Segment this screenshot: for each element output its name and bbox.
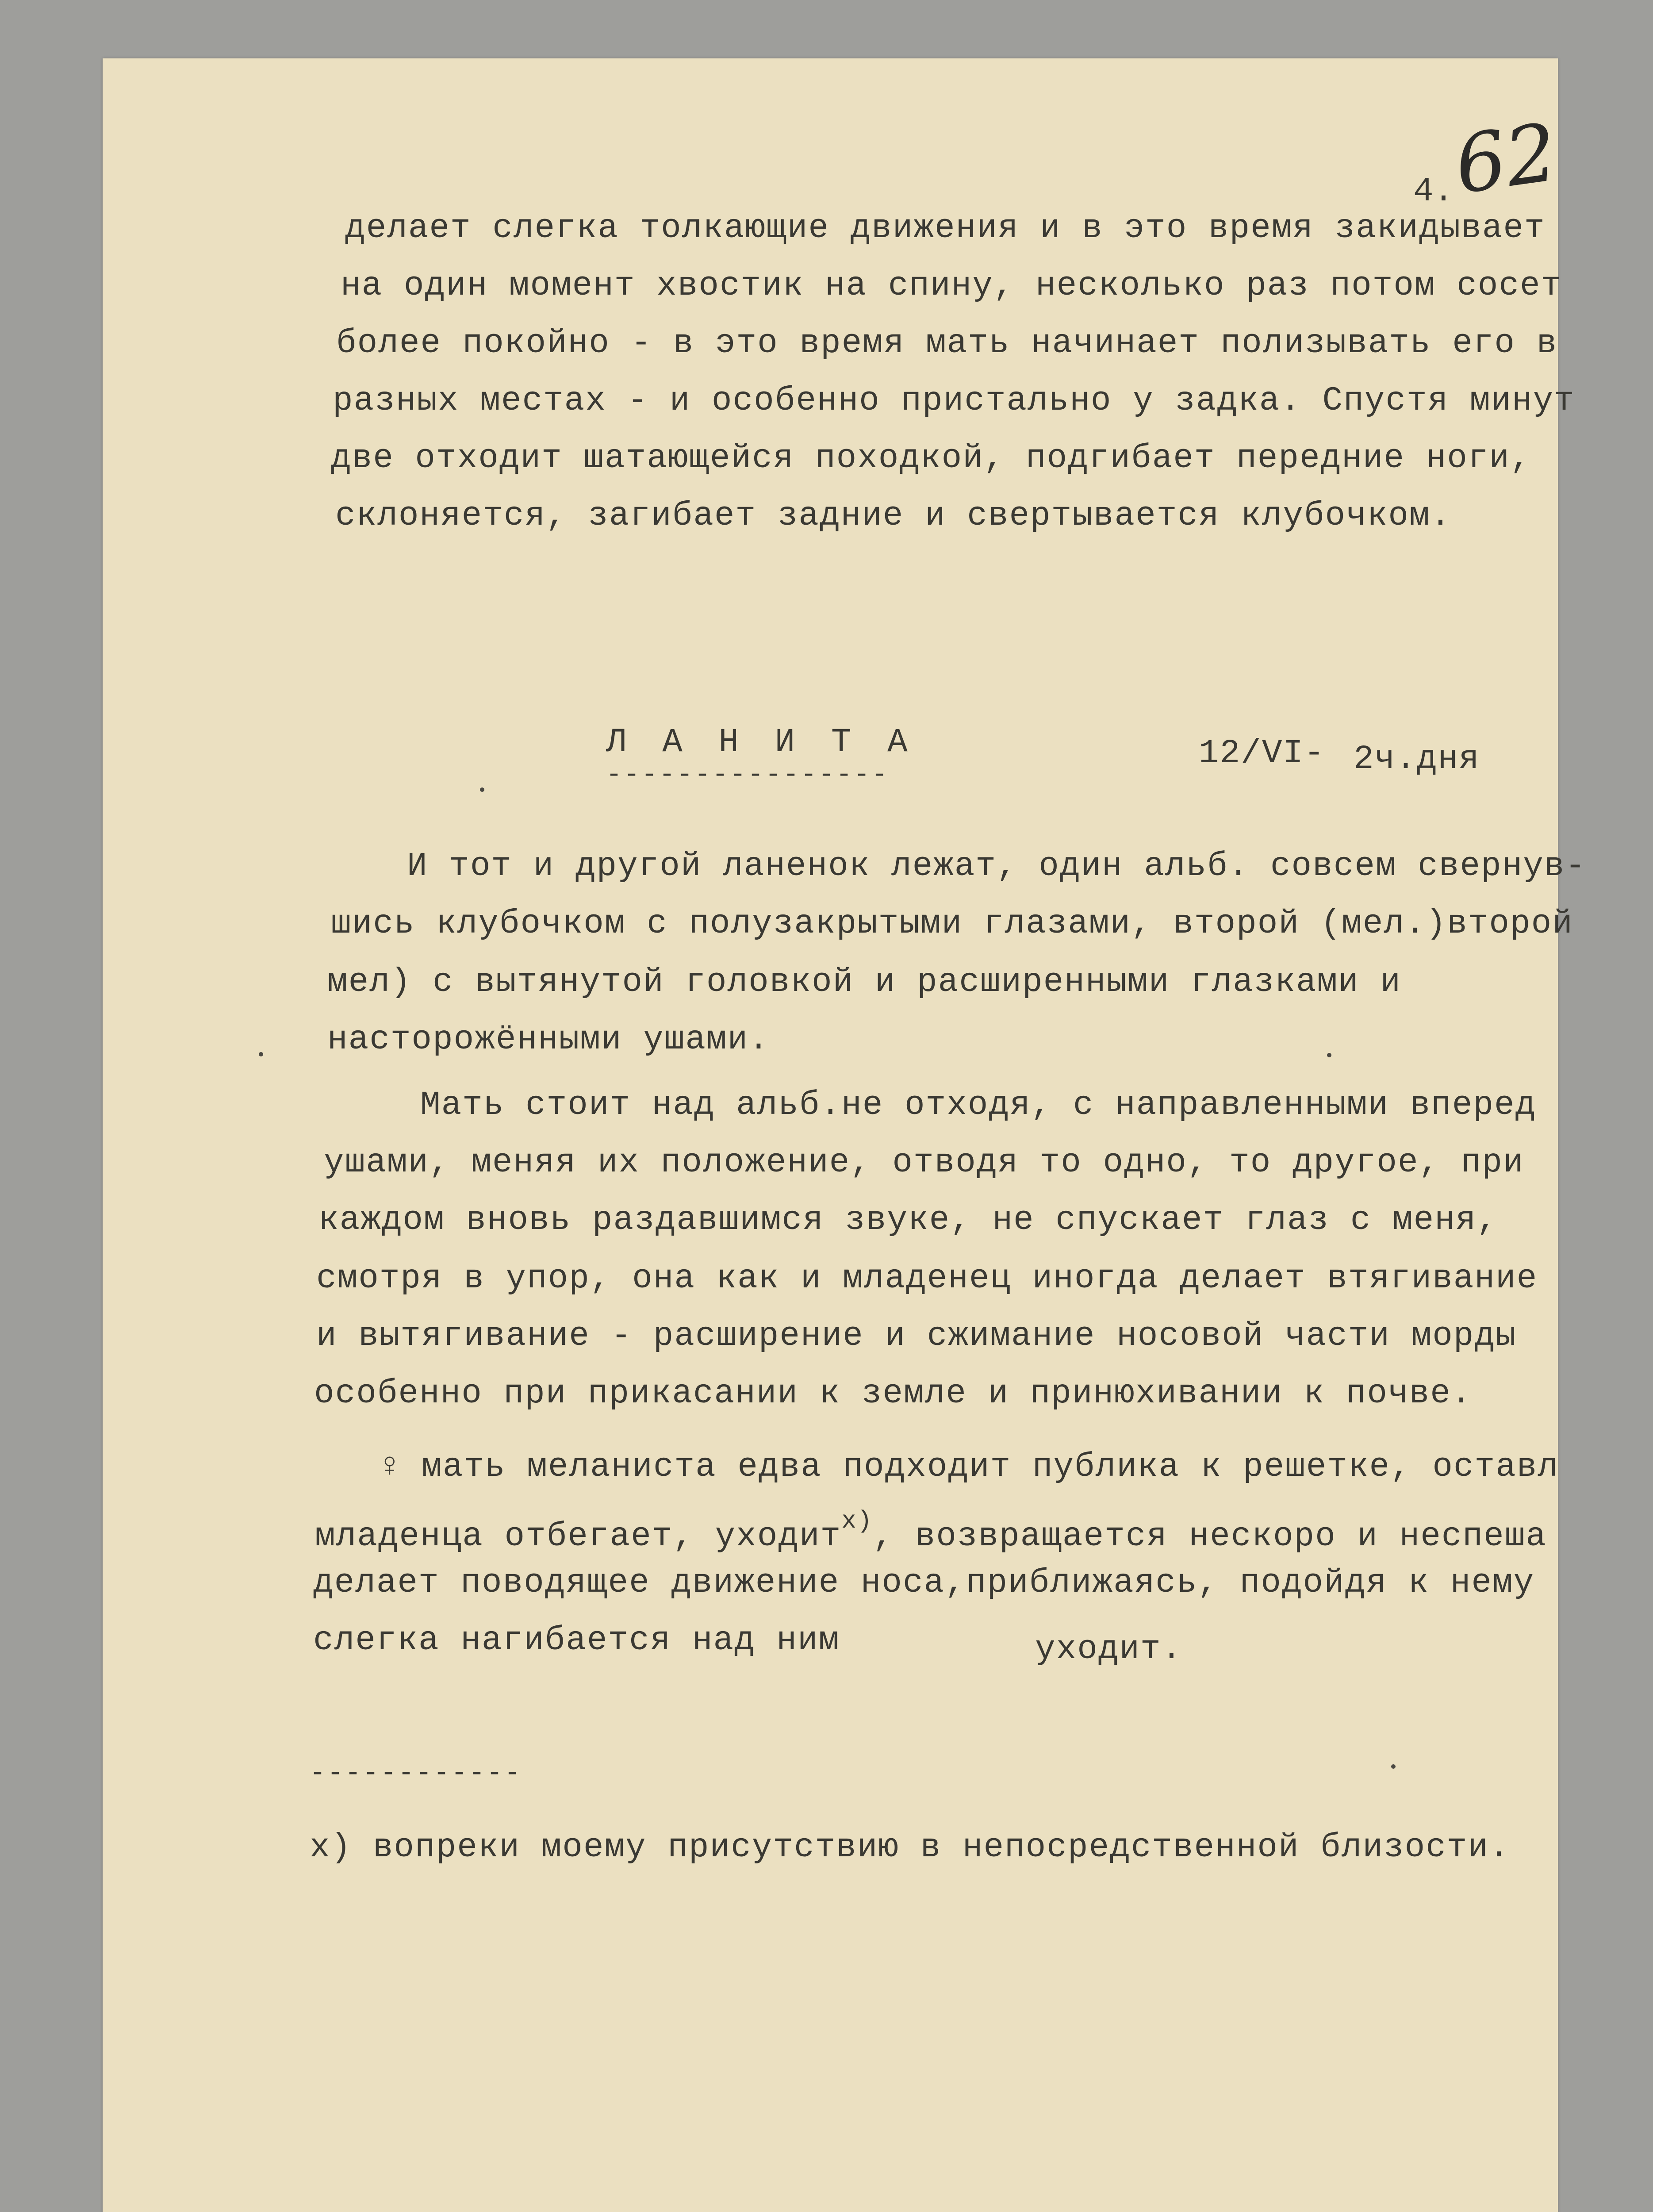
heading-time: 2ч.дня: [1354, 740, 1480, 778]
p1-line-2: на один момент хвостик на спину, несколько раз потом сосет: [341, 267, 1562, 305]
ink-mark: [259, 1052, 263, 1056]
title-underline: ----------------: [606, 760, 890, 790]
p4-line-1: ♀ мать меланиста едва подходит публика к решетке, оставл: [380, 1448, 1559, 1486]
p1-line-5: две отходит шатающейся походкой, подгибает передние ноги,: [331, 439, 1531, 477]
p2-line-3: мел) с вытянутой головкой и расширенными глазками и: [327, 963, 1401, 1001]
ink-mark: [1327, 1053, 1331, 1057]
handwritten-folio-number: 62: [1449, 106, 1563, 212]
p3-line-6: особенно при прикасании к земле и принюхивании к почве.: [314, 1375, 1473, 1413]
p4-line-4-right: уходит.: [1035, 1630, 1183, 1668]
p3-line-4: смотря в упор, она как и младенец иногда делает втягивание: [316, 1260, 1538, 1298]
p1-line-3: более покойно - в это время мать начинает полизывать его в: [336, 324, 1558, 362]
p4-line-3: делает поводящее движение носа,приближаясь, подойдя к нему: [313, 1564, 1535, 1602]
p2-line-4: насторожёнными ушами.: [327, 1021, 770, 1059]
footnote-ref: x): [841, 1507, 873, 1535]
ink-mark: [480, 787, 484, 792]
p3-line-3: каждом вновь раздавшимся звуке, не спускает глаз с меня,: [318, 1201, 1498, 1239]
p4-line-4-left: слегка нагибается над ним: [313, 1621, 840, 1659]
p1-line-6: склоняется, загибает задние и свертывается клубочком.: [335, 497, 1452, 535]
p2-line-1: И тот и другой ланенок лежат, один альб. совсем свернув-: [407, 847, 1587, 885]
p1-line-4: разных местах - и особенно пристально у задка. Спустя минут: [333, 382, 1575, 420]
page-number: 4.: [1413, 173, 1454, 211]
p2-line-2: шись клубочком с полузакрытыми глазами, второй (мел.)второй: [331, 905, 1573, 943]
p4-line-2-rest: , возвращается нескоро и неспеша: [873, 1517, 1547, 1555]
p3-line-2: ушами, меняя их положение, отводя то одно, то другое, при: [324, 1144, 1524, 1182]
p3-line-1: Мать стоит над альб.не отходя, с направленными вперед: [420, 1086, 1537, 1124]
p3-line-5: и вытягивание - расширение и сжимание носовой части морды: [316, 1317, 1517, 1355]
heading-date: 12/VI-: [1199, 734, 1325, 772]
p4-line-2-text: младенца отбегает, уходит: [315, 1517, 842, 1555]
footnote-text: x) вопреки моему присутствию в непосредственной близости.: [310, 1828, 1510, 1866]
footnote-separator: ------------: [310, 1759, 522, 1789]
p4-line-2: [315, 1509, 1547, 1553]
section-title: Л А Н И Т А: [606, 723, 916, 761]
ink-mark: [1391, 1764, 1396, 1769]
p1-line-1: делает слегка толкающие движения и в это время закидывает: [345, 209, 1546, 247]
